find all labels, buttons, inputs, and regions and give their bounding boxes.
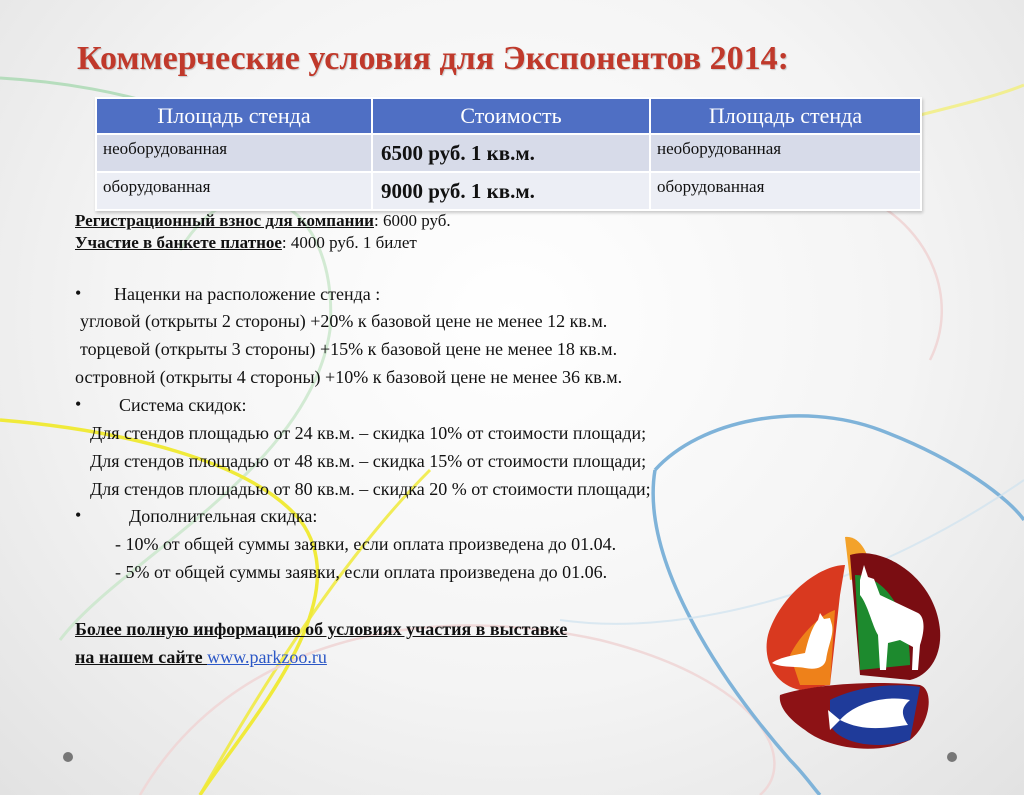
- markup-line: угловой (открыты 2 стороны) +20% к базовой цене не менее 12 кв.м.: [80, 311, 608, 331]
- markup-line: островной (открыты 4 стороны) +10% к базовой цене не менее 36 кв.м.: [75, 367, 623, 387]
- banquet-label: Участие в банкете платное: [75, 233, 282, 252]
- website-link[interactable]: www.parkzoo.ru: [207, 647, 327, 667]
- discounts-heading: Система скидок:: [119, 395, 247, 415]
- footer-info: [75, 615, 567, 671]
- markup-line: торцевой (открыты 3 стороны) +15% к базовой цене не менее 18 кв.м.: [80, 339, 618, 359]
- page-title: Коммерческие условия для Экспонентов 2014:: [77, 40, 789, 77]
- discount-line: Для стендов площадью от 80 кв.м. – скидка 20 % от стоимости площади;: [90, 479, 651, 499]
- discount-line: Для стендов площадью от 24 кв.м. – скидка 10% от стоимости площади;: [90, 423, 647, 443]
- banquet-value: : 4000 руб. 1 билет: [281, 233, 417, 252]
- extra-line: - 10% от общей суммы заявки, если оплата произведена до 01.04.: [115, 534, 617, 554]
- header-cost: Стоимость: [372, 98, 650, 134]
- markups-heading: Наценки на расположение стенда :: [114, 284, 381, 304]
- header-area: Площадь стенда: [96, 98, 372, 134]
- cell-cost: 9000 руб. 1 кв.м.: [372, 172, 650, 210]
- bullet-icon: •: [75, 505, 82, 525]
- footer-line-2: на нашем сайте: [75, 647, 208, 667]
- header-area-2: Площадь стенда: [650, 98, 921, 134]
- extra-heading: Дополнительная скидка:: [129, 506, 318, 526]
- cell-type: необорудованная: [96, 134, 372, 172]
- cell-type: оборудованная: [96, 172, 372, 210]
- cell-type-2: оборудованная: [650, 172, 921, 210]
- fee-value: : 6000 руб.: [373, 211, 451, 230]
- footer-line-1: Более полную информацию об условиях участия в выставке: [75, 619, 568, 639]
- fee-label: Регистрационный взнос для компании: [75, 211, 374, 230]
- nav-dot-right: [947, 752, 957, 762]
- extra-line: - 5% от общей суммы заявки, если оплата произведена до 01.06.: [115, 562, 608, 582]
- bullet-icon: •: [75, 394, 82, 414]
- cell-cost: 6500 руб. 1 кв.м.: [372, 134, 650, 172]
- cell-type-2: необорудованная: [650, 134, 921, 172]
- nav-dot-left: [63, 752, 73, 762]
- bullet-icon: •: [75, 283, 82, 303]
- discount-line: Для стендов площадью от 48 кв.м. – скидка 15% от стоимости площади;: [90, 451, 647, 471]
